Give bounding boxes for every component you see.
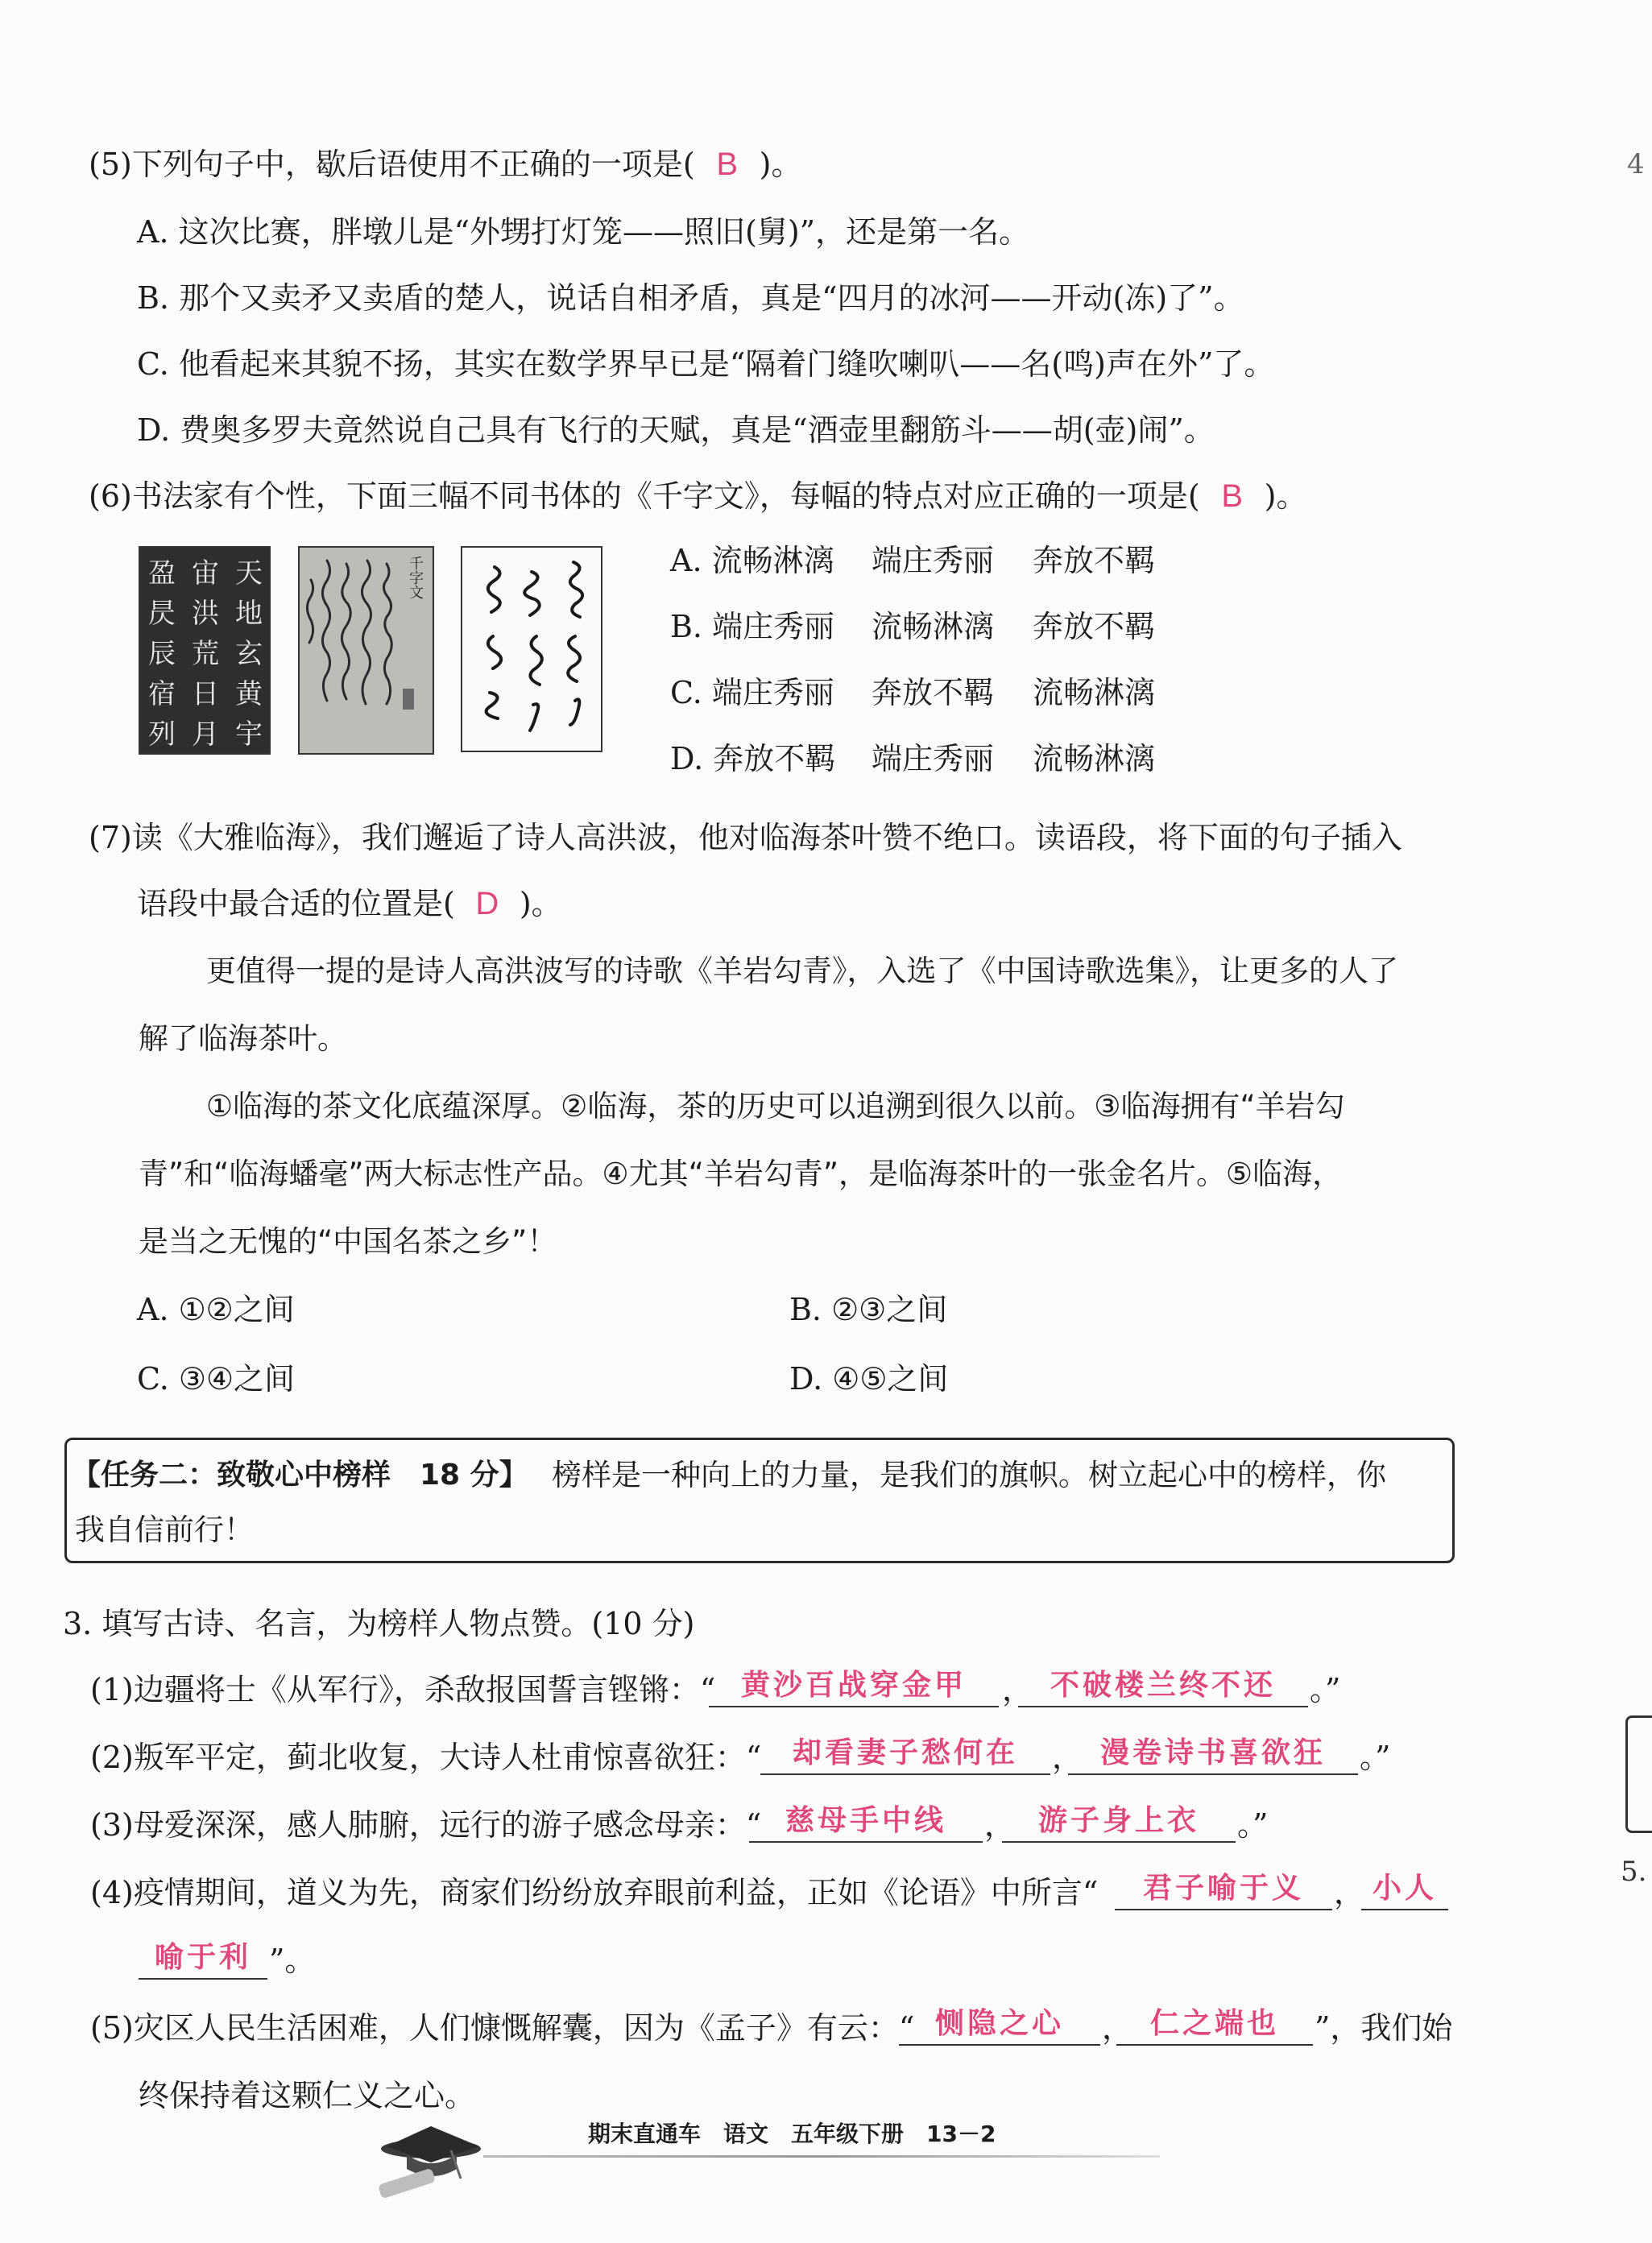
q3-item4-sep: ， (1334, 1875, 1365, 1910)
q7-stem-line1: (7)读《大雅临海》，我们邂逅了诗人高洪波，他对临海茶叶赞不绝口。读语段，将下面的句子插入 (89, 820, 1402, 855)
calligraphy-image-1 (139, 546, 271, 755)
q6-option-c-3: 流畅淋漓 (1033, 675, 1156, 710)
cal1-char: 地 (235, 598, 263, 630)
q5-option-b: B. 那个又卖矛又卖盾的楚人，说话自相矛盾，真是“四月的冰河——开动(冻)了”。 (137, 280, 1244, 316)
footer-rule (483, 2155, 1160, 2158)
q6-option-b-3: 奔放不羁 (1033, 609, 1156, 644)
q6-option-b-1: B. 端庄秀丽 (670, 609, 835, 644)
q3-item5-sep: ， (1102, 2010, 1133, 2046)
q5-option-d: D. 费奥多罗夫竟然说自己具有飞行的天赋，真是“酒壶里翻筋斗——胡(壶)闹”。 (137, 412, 1215, 448)
calligraphy-image-3 (461, 546, 602, 752)
q6-stem-prefix: (6)书法家有个性，下面三幅不同书体的《千字文》，每幅的特点对应正确的一项是( (89, 478, 1200, 514)
q5-stem-prefix: (5)下列句子中，歇后语使用不正确的一项是( (89, 147, 695, 182)
cal2-script-strokes (300, 548, 433, 753)
q6-option-c-2: 奔放不羁 (872, 675, 995, 710)
q3-item5-blank1: 恻隐之心 (899, 2007, 1100, 2046)
q3-stem: 3. 填写古诗、名言，为榜样人物点赞。(10 分) (63, 1606, 695, 1641)
cal1-char: 辰 (148, 638, 176, 670)
q3-item1-blank2: 不破楼兰终不还 (1018, 1669, 1308, 1707)
q3-item5-prefix: (5)灾区人民生活困难，人们慷慨解囊，因为《孟子》有云：“ (90, 2010, 915, 2046)
q3-item2-sep: ， (1052, 1740, 1083, 1775)
q5-stem-suffix: )。 (759, 147, 802, 182)
cal1-char: 宿 (148, 678, 176, 710)
q6-option-c-1: C. 端庄秀丽 (670, 675, 834, 710)
q7-insert-line2: 解了临海茶叶。 (139, 1021, 347, 1056)
q6-option-d (670, 739, 1155, 778)
q7-answer: D (475, 886, 499, 921)
q6-option-a (670, 541, 1155, 580)
q3-item4-suffix: ”。 (269, 1943, 316, 1978)
task2-text-line2: 我自信前行！ (75, 1513, 254, 1547)
q5-answer: B (716, 147, 738, 182)
q6-stem-suffix: )。 (1264, 478, 1307, 514)
cal2-label: 千字文 (407, 556, 424, 599)
page-footer (354, 2078, 1160, 2175)
q3-item5-blank2: 仁之端也 (1116, 2007, 1313, 2046)
q7-passage-line2: 青”和“临海蟠毫”两大标志性产品。④尤其“羊岩勾青”，是临海茶叶的一张金名片。⑤临海， (139, 1157, 1343, 1191)
q7-option-d: D. ④⑤之间 (789, 1361, 949, 1397)
q3-item3-sep: ， (984, 1807, 1016, 1843)
cal1-char: 列 (148, 718, 176, 751)
q3-item2-blank1: 却看妻子愁何在 (760, 1736, 1050, 1775)
q3-item1-prefix: (1)边疆将士《从军行》，杀敌报国誓言铿锵：“ (90, 1672, 716, 1707)
q7-passage-line3: 是当之无愧的“中国名茶之乡”！ (139, 1224, 557, 1259)
q7-stem-suffix: )。 (519, 886, 562, 921)
q7-insert-line1: 更值得一提的是诗人高洪波写的诗歌《羊岩勾青》，入选了《中国诗歌选集》，让更多的人了 (206, 954, 1398, 988)
q3-item1-blank1: 黄沙百战穿金甲 (709, 1669, 999, 1707)
q3-item4-prefix: (4)疫情期间，道义为先，商家们纷纷放弃眼前利益，正如《论语》中所言“ (90, 1875, 1099, 1910)
q6-option-d-1: D. 奔放不羁 (670, 741, 836, 776)
margin-box-fragment (1625, 1715, 1652, 1833)
q6-option-b-2: 流畅淋漓 (872, 609, 995, 644)
q3-item3-suffix: 。” (1237, 1807, 1269, 1843)
cal1-char: 玄 (235, 638, 263, 670)
task2-text-line1: 榜样是一种向上的力量，是我们的旗帜。树立起心中的榜样，你 (552, 1458, 1386, 1492)
q3-item4-blank2-cont: 喻于利 (139, 1941, 267, 1980)
margin-fragment-top: 4 (1627, 148, 1645, 180)
q3-item3-prefix: (3)母爱深深，感人肺腑，远行的游子感念母亲：“ (90, 1807, 762, 1843)
q6-option-a-1: A. 流畅淋漓 (670, 543, 834, 578)
calligraphy-image-2 (298, 546, 434, 755)
q3-item5-suffix: ”，我们始 (1315, 2010, 1453, 2046)
margin-fragment-bottom: 5. (1621, 1856, 1647, 1888)
q6-option-a-2: 端庄秀丽 (872, 543, 995, 578)
q6-option-d-3: 流畅淋漓 (1033, 741, 1156, 776)
q5-option-a: A. 这次比赛，胖墩儿是“外甥打灯笼——照旧(舅)”，还是第一名。 (137, 214, 1030, 250)
cal1-char: 荒 (192, 638, 219, 670)
q6-answer: B (1221, 478, 1243, 514)
q7-option-a: A. ①②之间 (137, 1292, 295, 1327)
q6-option-d-2: 端庄秀丽 (872, 741, 995, 776)
q3-item3-blank2: 游子身上衣 (1002, 1804, 1236, 1843)
cal1-char: 盈 (148, 557, 176, 590)
q7-passage-line1: ①临海的茶文化底蕴深厚。②临海，茶的历史可以追溯到很久以前。③临海拥有“羊岩勾 (206, 1089, 1345, 1124)
q7-option-c: C. ③④之间 (137, 1361, 296, 1397)
task2-box (64, 1438, 1455, 1563)
cal1-char: 月 (192, 718, 219, 751)
q6-option-b (670, 607, 1155, 646)
q5-option-c: C. 他看起来其貌不扬，其实在数学界早已是“隔着门缝吹喇叭——名(鸣)声在外”了。 (137, 346, 1275, 382)
q3-item4-blank1: 君子喻于义 (1115, 1872, 1332, 1910)
graduation-cap-icon (371, 2110, 491, 2207)
q3-item1-suffix: 。” (1310, 1672, 1341, 1707)
q3-item2-suffix: 。” (1360, 1740, 1391, 1775)
q3-item5-line2: 终保持着这颗仁义之心。 (139, 2078, 476, 2113)
q5-stem (89, 145, 801, 184)
cal1-char: 天 (235, 557, 263, 590)
task2-title: 【任务二：致敬心中榜样 18 分】 (72, 1459, 528, 1492)
cal1-char: 昃 (148, 598, 176, 630)
q3-item1-sep: ， (1002, 1672, 1033, 1707)
q7-stem-line2 (137, 884, 562, 923)
cal1-char: 日 (192, 678, 219, 710)
cal1-char: 洪 (192, 598, 219, 630)
cal3-cursive-strokes (462, 548, 601, 751)
cal1-char: 宇 (235, 718, 263, 751)
cal1-char: 黄 (235, 678, 263, 710)
footer-text: 期末直通车 语文 五年级下册 13－2 (588, 2121, 996, 2147)
q6-option-c (670, 673, 1155, 712)
q7-option-b: B. ②③之间 (789, 1292, 948, 1327)
q3-item4-blank2: 小人 (1361, 1872, 1448, 1910)
q6-option-a-3: 奔放不羁 (1033, 543, 1156, 578)
q3-item2-prefix: (2)叛军平定，蓟北收复，大诗人杜甫惊喜欲狂：“ (90, 1740, 762, 1775)
q3-item3-blank1: 慈母手中线 (749, 1804, 983, 1843)
q6-stem (89, 477, 1306, 515)
q7-stem-prefix: 语段中最合适的位置是( (137, 886, 455, 921)
cal1-char: 宙 (192, 557, 219, 590)
q3-item2-blank2: 漫卷诗书喜欲狂 (1068, 1736, 1358, 1775)
